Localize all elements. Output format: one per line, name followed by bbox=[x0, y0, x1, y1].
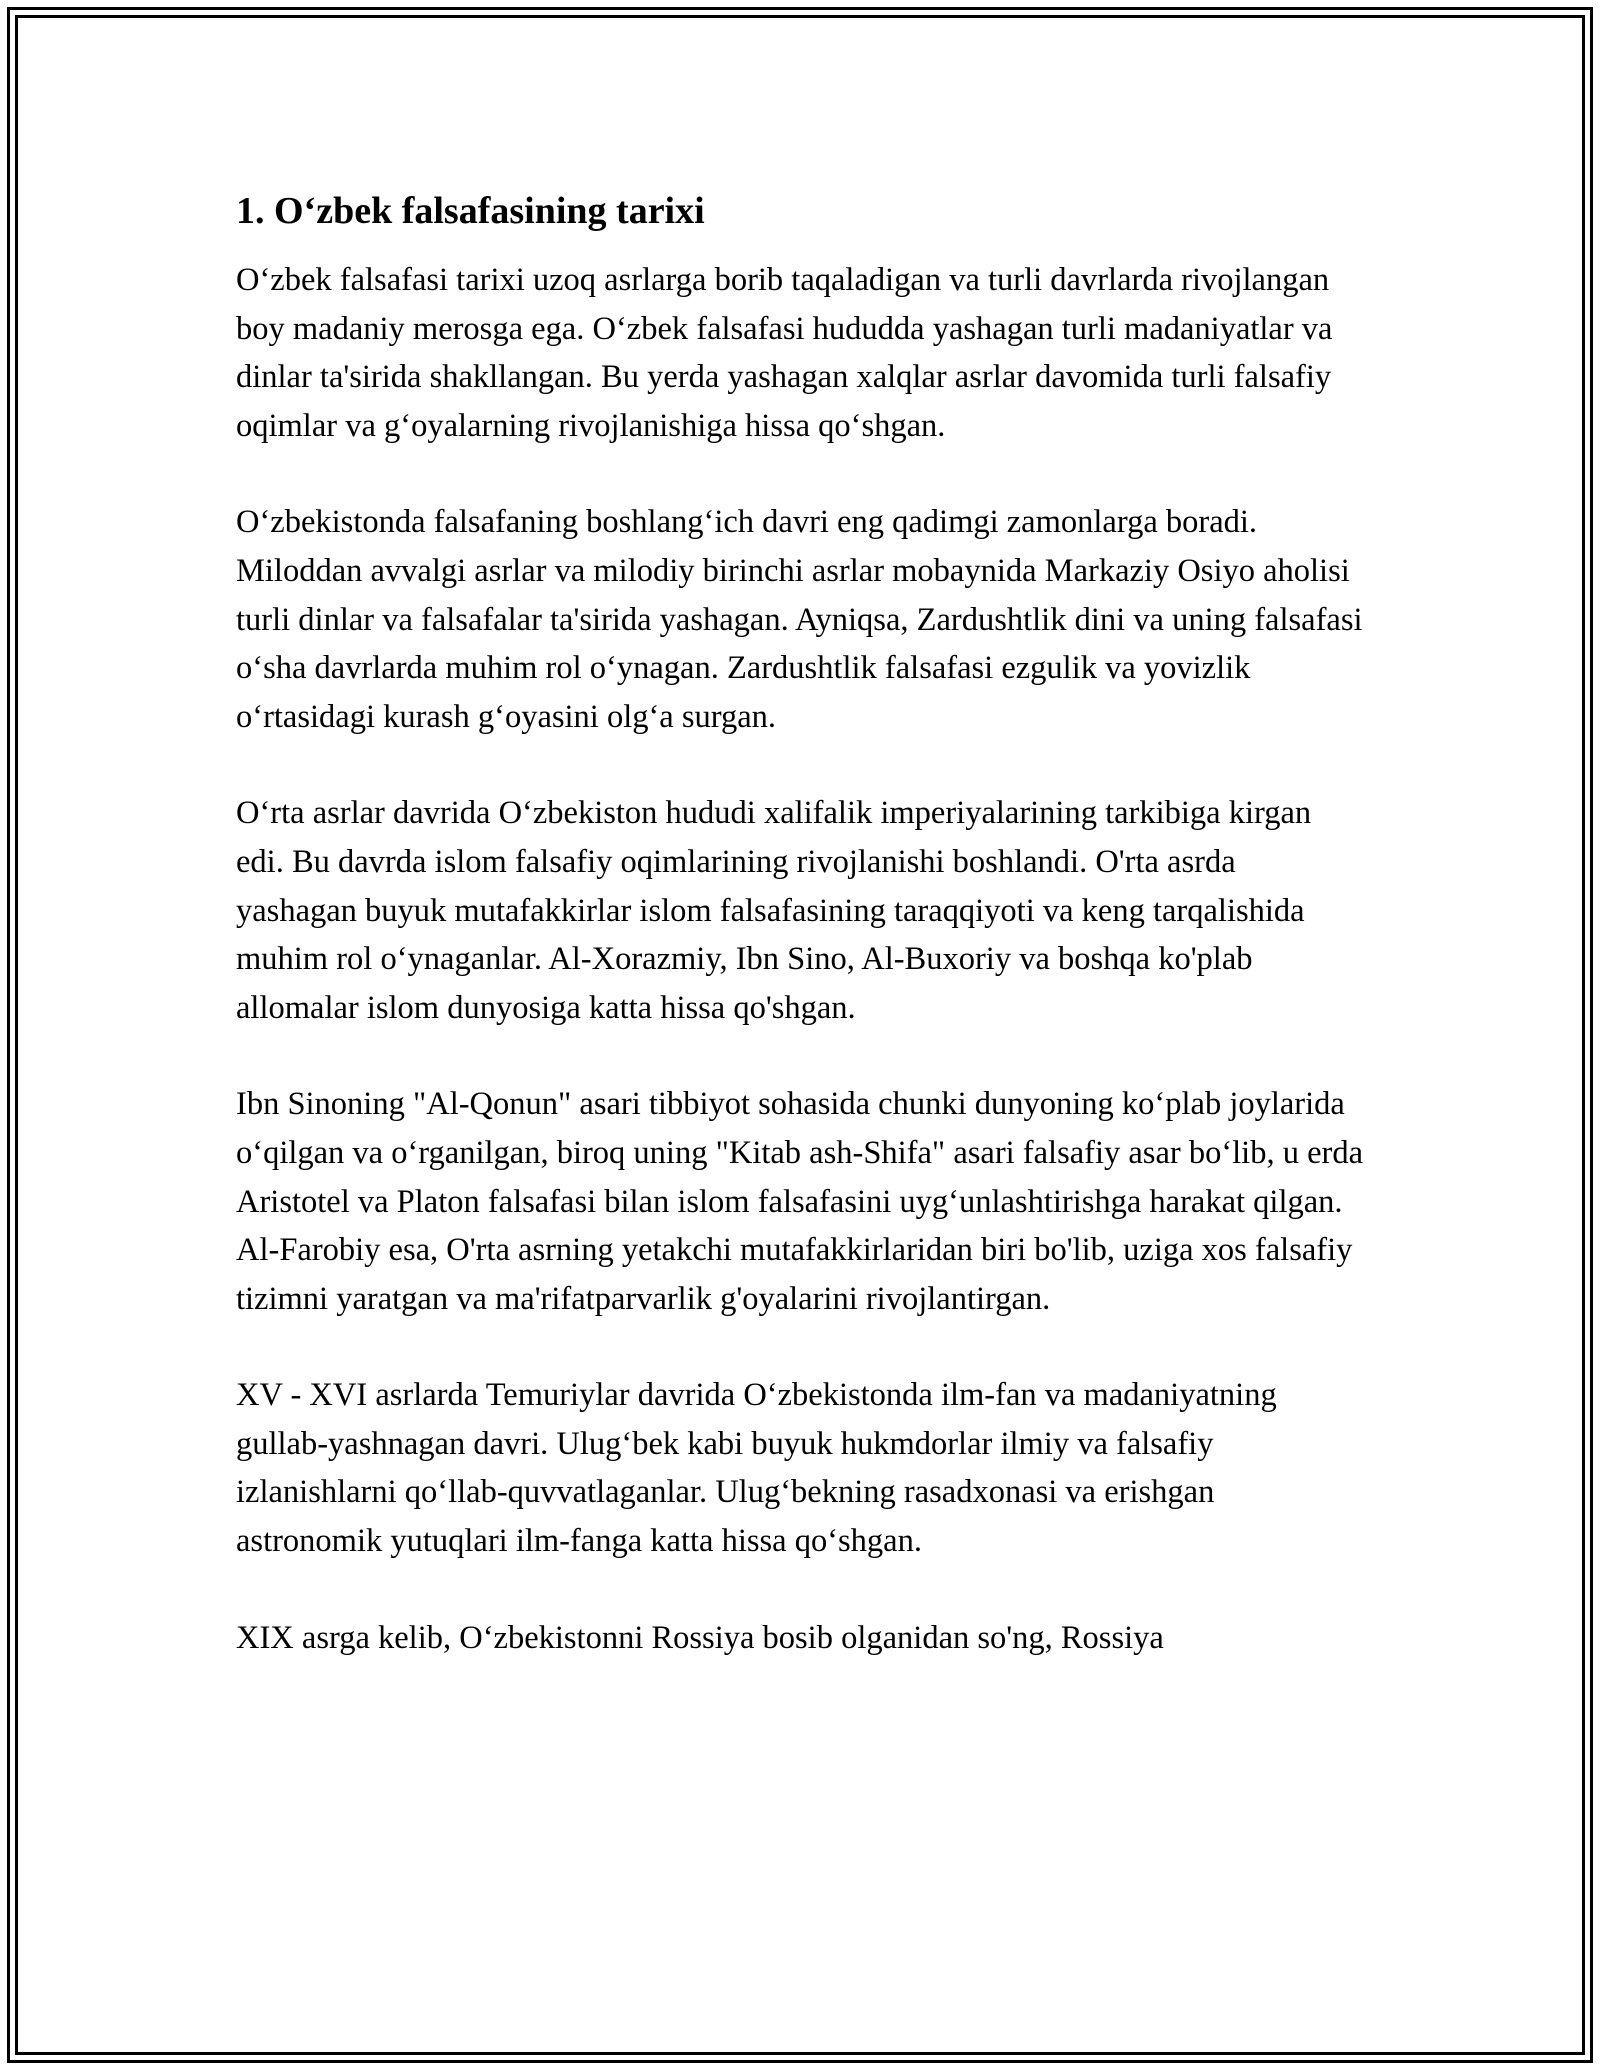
section-heading: 1. O‘zbek falsafasining tarixi bbox=[236, 190, 705, 232]
paragraph-middle-ages: O‘rta asrlar davrida O‘zbekiston hududi xalifalik imperiyalarining tarkibiga kirgan edi. Bu davrda islom falsafiy oqimlarining rivojlanishi boshlandi. O'rta asrda yashagan buyuk mutafakkirlar islom falsafasining taraqqiyoti va keng tarqalishida muhim rol o‘ynaganlar. Al-Xorazmiy, Ibn Sino, Al-Buxoriy va boshqa ko'plab allomalar islom dunyosiga katta hissa qo'shgan. bbox=[236, 795, 1312, 1026]
paragraph-timurids: XV - XVI asrlarda Temuriylar davrida O‘zbekistonda ilm-fan va madaniyatning gullab-yashnagan davri. Ulug‘bek kabi buyuk hukmdorlar ilmiy va falsafiy izlanishlarni qo‘llab-quvvatlaganlar. Ulug‘bekning rasadxonasi va erishgan astronomik yutuqlari ilm-fanga katta hissa qo‘shgan. bbox=[236, 1377, 1277, 1560]
paragraph-ancient-period: O‘zbekistonda falsafaning boshlang‘ich davri eng qadimgi zamonlarga boradi. Miloddan avvalgi asrlar va milodiy birinchi asrlar mobaynida Markaziy Osiyo aholisi turli dinlar va falsafalar ta'sirida yashagan. Ayniqsa, Zardushtlik dini va uning falsafasi o‘sha davrlarda muhim rol o‘ynagan. Zardushtlik falsafasi ezgulik va yovizlik o‘rtasidagi kurash g‘oyasini olg‘a surgan. bbox=[236, 504, 1363, 735]
paragraph-ibn-sino: Ibn Sinoning "Al-Qonun" asari tibbiyot sohasida chunki dunyoning ko‘plab joylarida o‘qilgan va o‘rganilgan, biroq uning "Kitab ash-Shifa" asari falsafiy asar bo‘lib, u erda Aristotel va Platon falsafasi bilan islom falsafasini uyg‘unlashtirishga harakat qilgan. Al-Farobiy esa, O'rta asrning yetakchi mutafakkirlaridan biri bo'lib, uziga xos falsafiy tizimni yaratgan va ma'rifatparvarlik g'oyalarini rivojlantirgan. bbox=[236, 1086, 1363, 1317]
document-body bbox=[236, 186, 1364, 1710]
paragraph-xix-century: XIX asrga kelib, O‘zbekistonni Rossiya bosib olganidan so'ng, Rossiya bbox=[236, 1619, 1164, 1656]
paragraph-intro: O‘zbek falsafasi tarixi uzoq asrlarga borib taqaladigan va turli davrlarda rivojlangan boy madaniy merosga ega. O‘zbek falsafasi hududda yashagan turli madaniyatlar va dinlar ta'sirida shakllangan. Bu yerda yashagan xalqlar asrlar davomida turli falsafiy oqimlar va g‘oyalarning rivojlanishiga hissa qo‘shgan. bbox=[236, 262, 1333, 444]
